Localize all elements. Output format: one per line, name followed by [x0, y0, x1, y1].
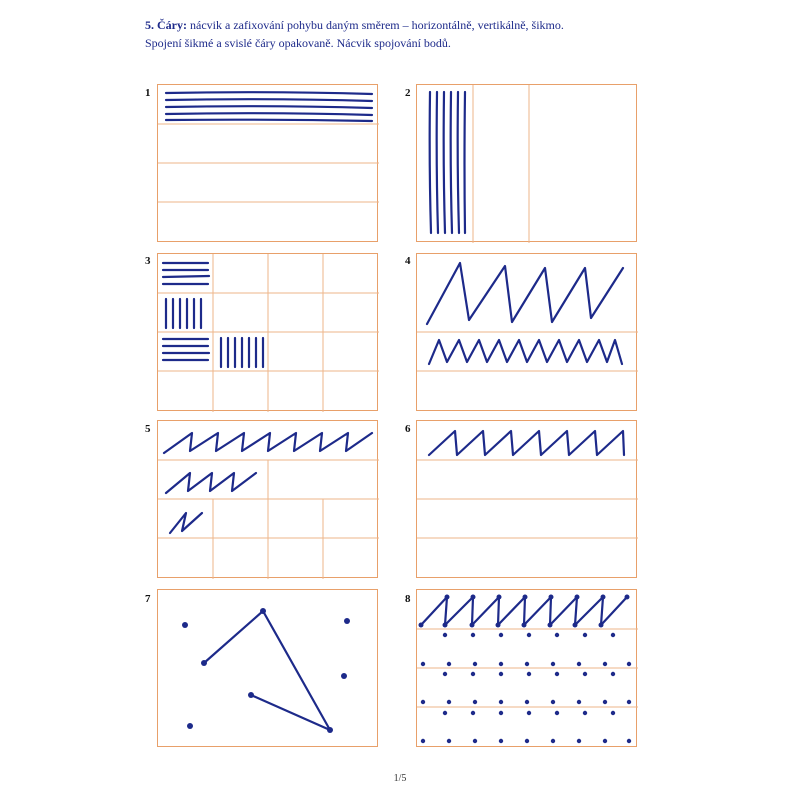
panel-1-drawing — [158, 85, 379, 243]
panel-5-drawing — [158, 421, 379, 579]
panel-number-3: 3 — [145, 255, 151, 267]
instructions-line-2: Spojení šikmé a svislé čáry opakovaně. Nácvik spojování bodů. — [145, 36, 451, 50]
panel-number-1: 1 — [145, 87, 151, 99]
panel-number-8: 8 — [405, 593, 411, 605]
exercise-panel-7 — [157, 589, 378, 747]
exercise-panel-3 — [157, 253, 378, 411]
exercise-panel-2 — [416, 84, 637, 242]
panel-number-5: 5 — [145, 423, 151, 435]
panel-number-6: 6 — [405, 423, 411, 435]
panel-8-drawing — [417, 590, 638, 748]
panel-number-4: 4 — [405, 255, 411, 267]
exercise-description: nácvik a zafixování pohybu daným směrem – horizontálně, vertikálně, šikmo. — [187, 18, 564, 32]
dot-rows — [421, 633, 631, 743]
exercise-panel-5 — [157, 420, 378, 578]
instructions-line-1 — [145, 16, 705, 34]
panel-2-drawing — [417, 85, 638, 243]
instructions-header — [145, 16, 705, 52]
panel-7-drawing — [158, 590, 379, 748]
exercise-panel-4 — [416, 253, 637, 411]
panel-number-7: 7 — [145, 593, 151, 605]
page-number: 1/5 — [393, 773, 407, 784]
exercise-panel-6 — [416, 420, 637, 578]
exercise-panel-8 — [416, 589, 637, 747]
exercise-title: 5. Čáry: — [145, 18, 187, 32]
panel-number-2: 2 — [405, 87, 411, 99]
panel-3-drawing — [158, 254, 379, 412]
panel-6-drawing — [417, 421, 638, 579]
exercise-panel-1 — [157, 84, 378, 242]
panel-4-drawing — [417, 254, 638, 412]
